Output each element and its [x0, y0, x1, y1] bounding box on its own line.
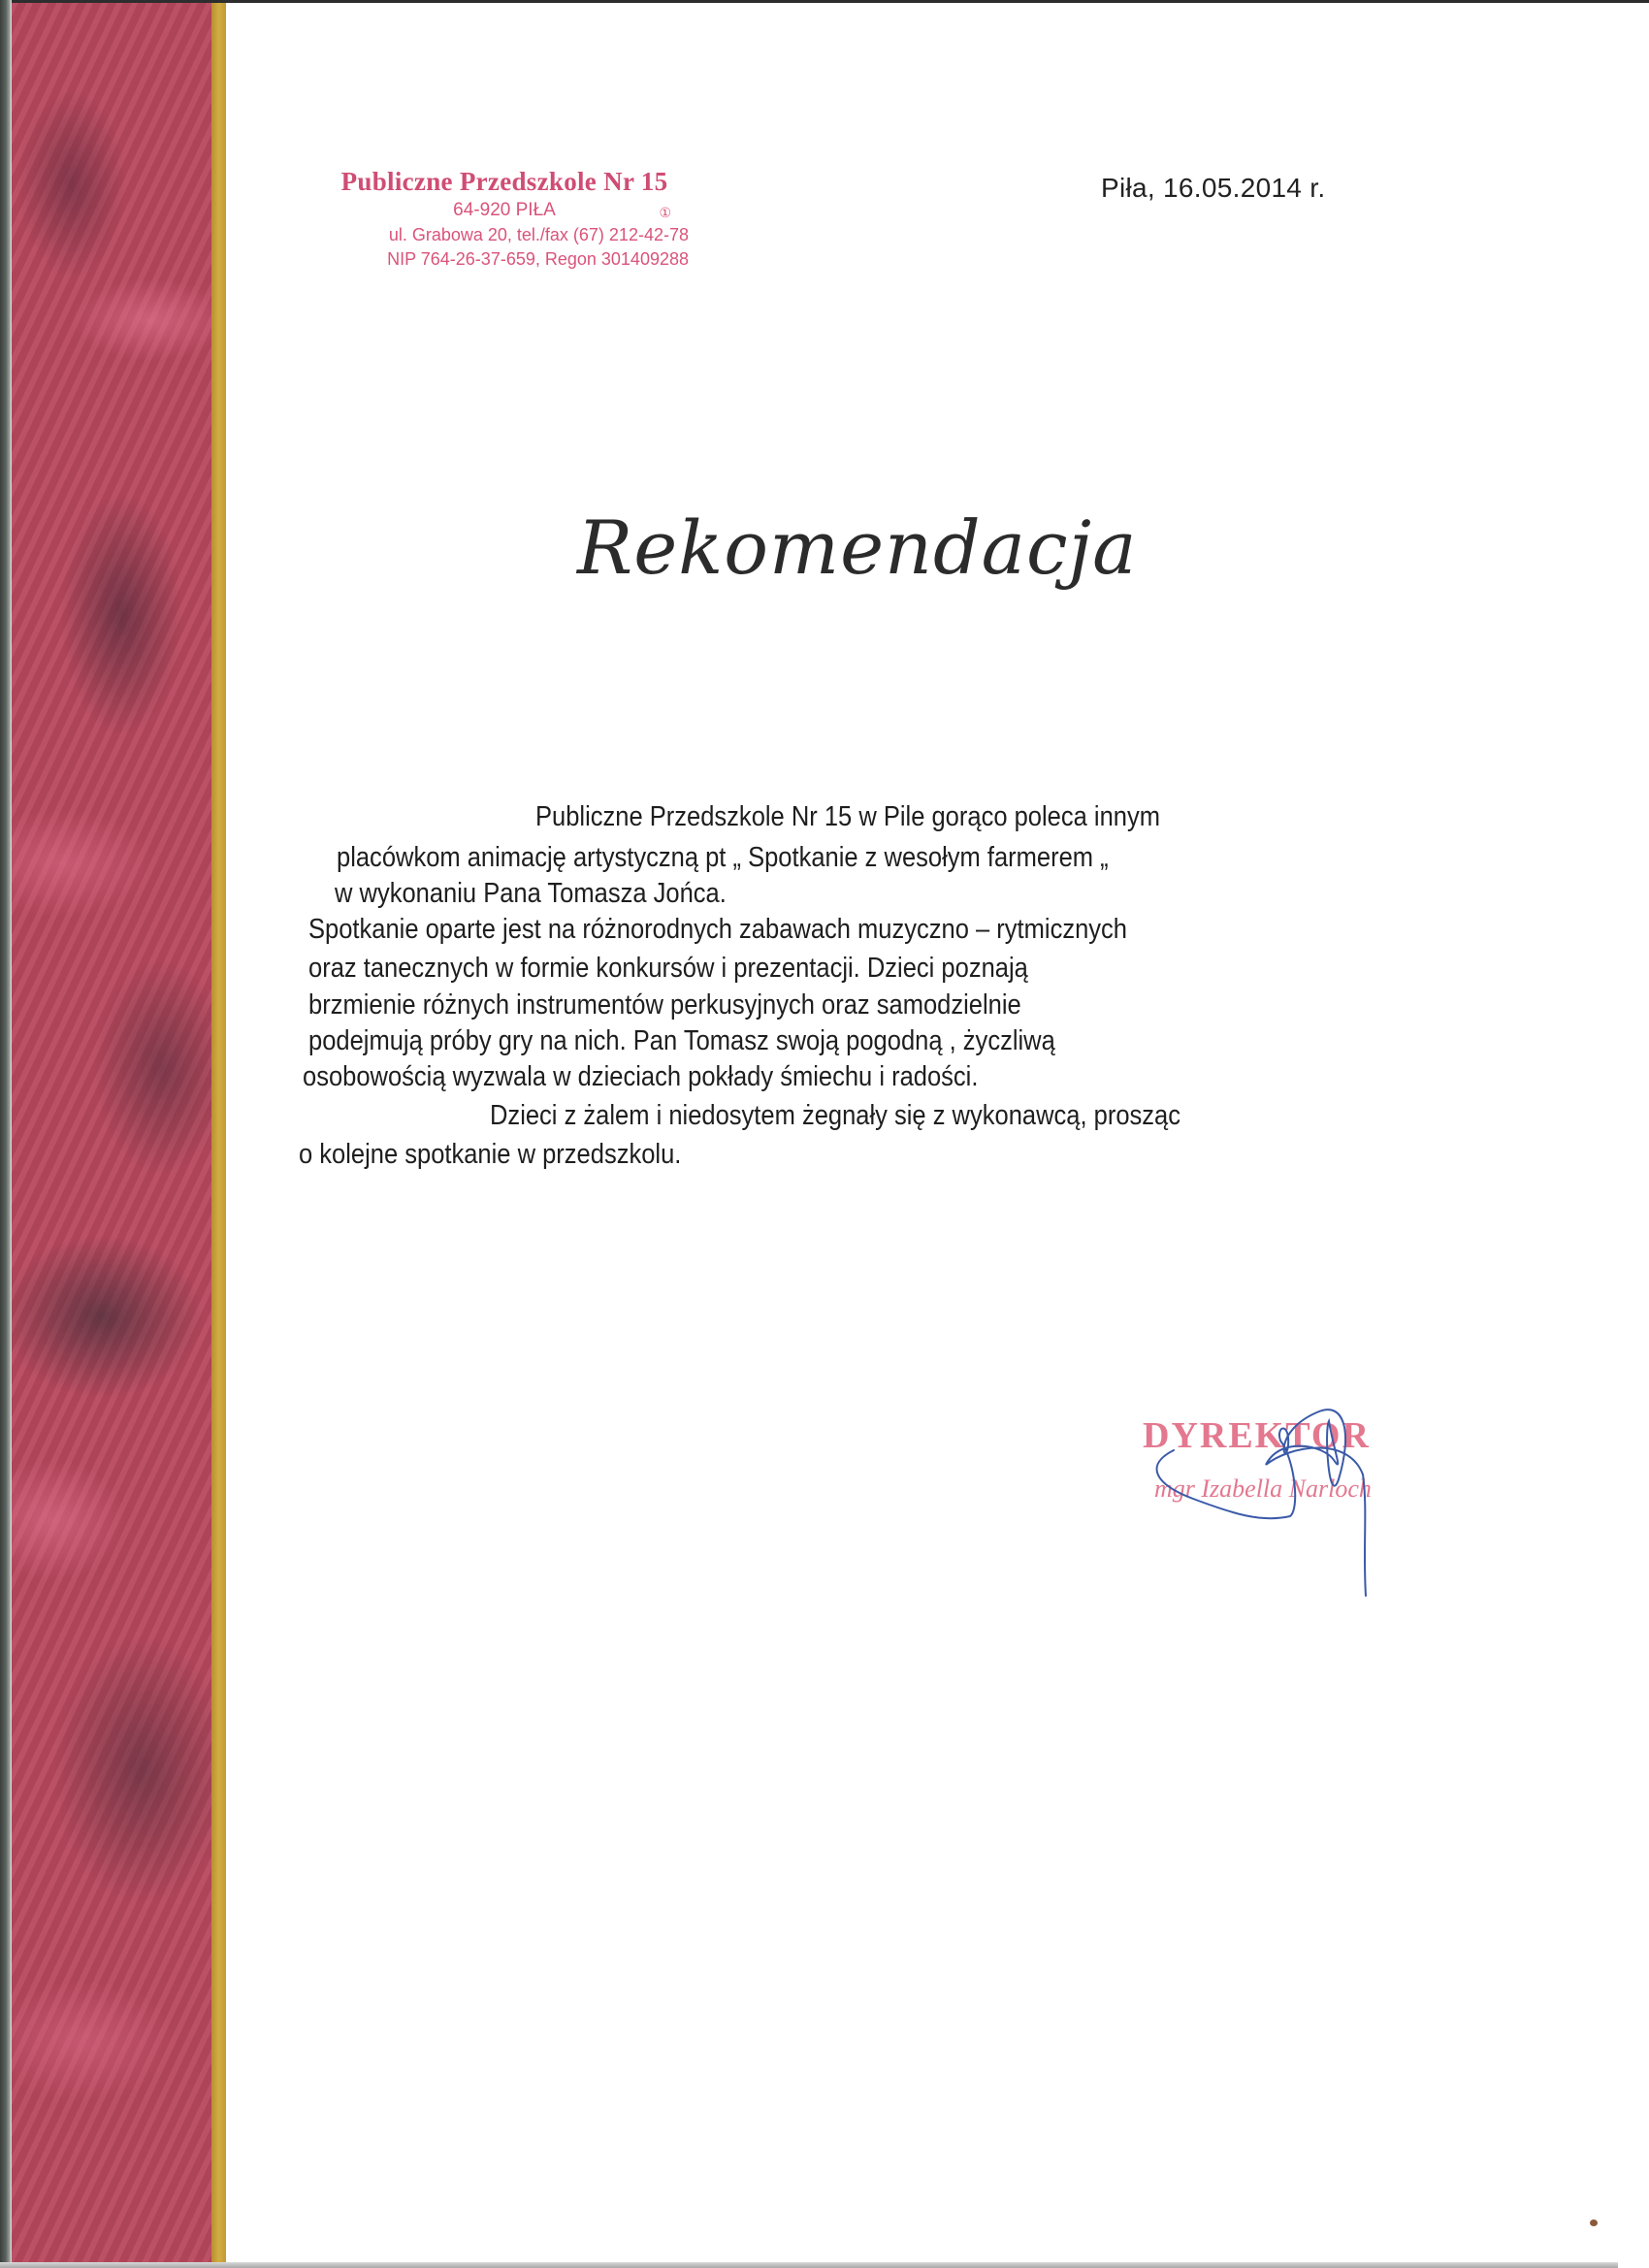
body-line: Publiczne Przedszkole Nr 15 w Pile gorąco poleca innym	[535, 801, 1160, 832]
director-stamp-name: mgr Izabella Narloch	[1154, 1474, 1372, 1503]
body-line: oraz tanecznych w formie konkursów i prezentacji. Dzieci poznają	[308, 953, 1028, 984]
letterhead-ids: NIP 764-26-37-659, Regon 301409288	[387, 249, 689, 269]
body-line: Spotkanie oparte jest na różnorodnych zabawach muzyczno – rytmicznych	[308, 914, 1128, 945]
scan-top-edge	[0, 0, 1649, 3]
date-line: Piła, 16.05.2014 r.	[1101, 173, 1326, 203]
body-line: osobowością wyzwala w dzieciach pokłady śmiechu i radości.	[303, 1061, 979, 1092]
scan-bottom-edge	[0, 2262, 1618, 2268]
letterhead-org-name: Publiczne Przedszkole Nr 15	[340, 167, 668, 196]
body-line: w wykonaniu Pana Tomasza Jońca.	[335, 878, 727, 909]
body-line: o kolejne spotkanie w przedszkolu.	[299, 1139, 682, 1170]
handwritten-signature	[1135, 1392, 1416, 1601]
document-title: Rekomendacja	[577, 504, 1138, 591]
body-line: Dzieci z żalem i niedosytem żegnały się z wykonawcą, prosząc	[490, 1100, 1181, 1131]
circled-one-icon: ①	[659, 205, 671, 220]
scan-left-edge	[0, 0, 12, 2268]
letterhead-city-text: 64-920 PIŁA	[453, 200, 556, 220]
gold-stripe	[211, 3, 226, 2268]
letterhead-stamp	[320, 165, 689, 272]
director-stamp-role: DYREKTOR	[1143, 1415, 1371, 1456]
marbled-border	[12, 3, 211, 2268]
scan-speck	[1590, 2219, 1598, 2226]
letterhead-address: ul. Grabowa 20, tel./fax (67) 212-42-78	[388, 225, 689, 244]
body-line: podejmują próby gry na nich. Pan Tomasz swoją pogodną , życzliwą	[308, 1025, 1055, 1056]
body-line: placówkom animację artystyczną pt „ Spotkanie z wesołym farmerem „	[337, 842, 1109, 873]
body-line: brzmienie różnych instrumentów perkusyjnych oraz samodzielnie	[308, 989, 1021, 1021]
letterhead-postal-city	[320, 198, 689, 223]
